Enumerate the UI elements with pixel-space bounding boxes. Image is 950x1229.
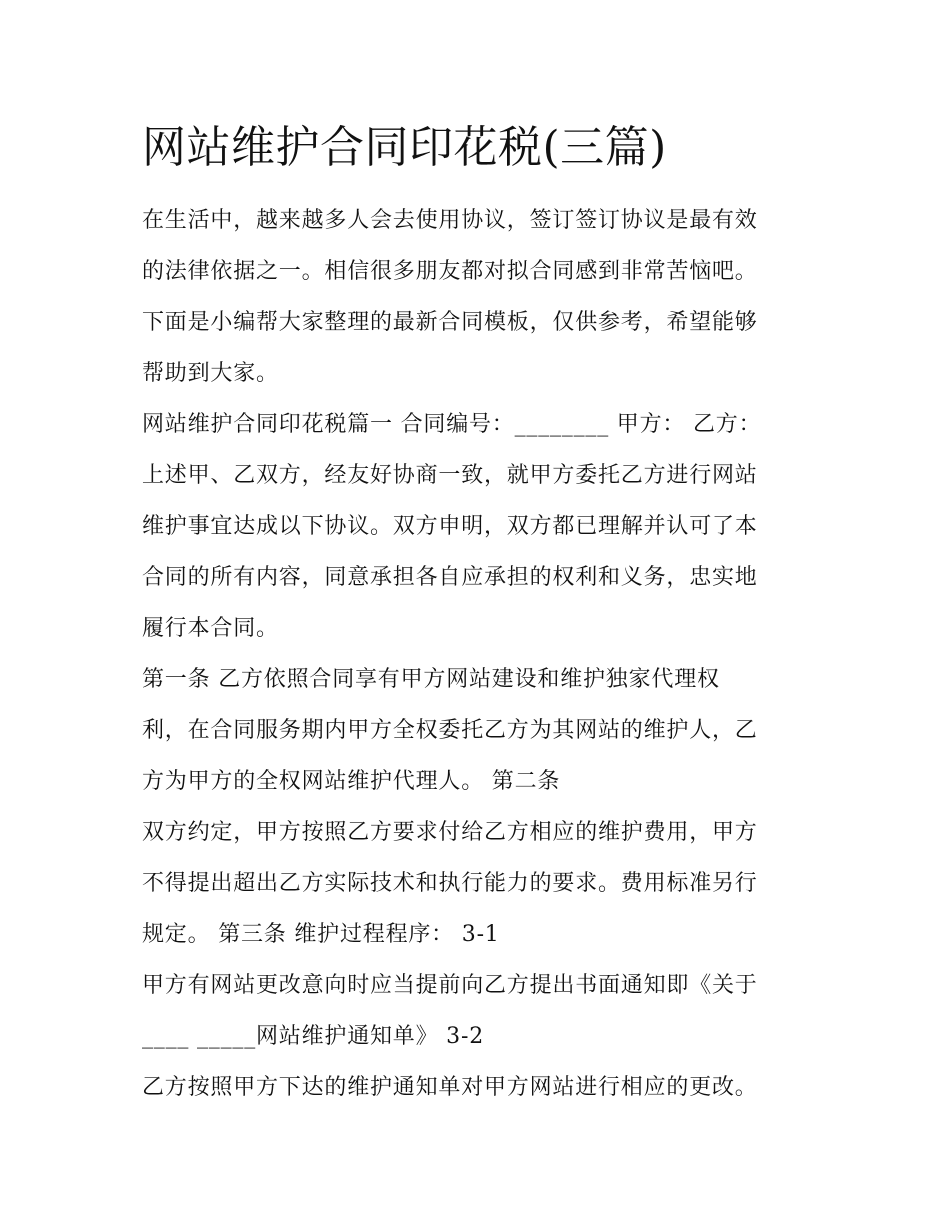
- body-line-7: 维护事宜达成以下协议。双方申明，双方都已理解并认可了本: [142, 514, 758, 539]
- body-line-9: 履行本合同。: [142, 616, 279, 641]
- body-line-3: 下面是小编帮大家整理的最新合同模板，仅供参考，希望能够: [142, 310, 758, 335]
- body-line-12: 方为甲方的全权网站维护代理人。 第二条: [142, 769, 561, 794]
- body-line-5: 网站维护合同印花税篇一 合同编号：________ 甲方： 乙方：: [142, 412, 762, 437]
- body-line-13: 双方约定，甲方按照乙方要求付给乙方相应的维护费用，甲方: [142, 820, 758, 845]
- body-line-8: 合同的所有内容，同意承担各自应承担的权利和义务，忠实地: [142, 565, 758, 590]
- body-line-16: 甲方有网站更改意向时应当提前向乙方提出书面通知即《关于: [142, 973, 758, 998]
- body-line-6: 上述甲、乙双方，经友好协商一致，就甲方委托乙方进行网站: [142, 463, 758, 488]
- body-line-17: ____ _____网站维护通知单》 3-2: [142, 1024, 485, 1049]
- body-line-2: 的法律依据之一。相信很多朋友都对拟合同感到非常苦恼吧。: [142, 259, 758, 284]
- body-line-4: 帮助到大家。: [142, 361, 279, 386]
- body-line-10: 第一条 乙方依照合同享有甲方网站建设和维护独家代理权: [142, 667, 720, 692]
- body-line-1: 在生活中，越来越多人会去使用协议，签订签订协议是最有效: [142, 208, 758, 233]
- body-line-14: 不得提出超出乙方实际技术和执行能力的要求。费用标准另行: [142, 871, 758, 896]
- body-line-18: 乙方按照甲方下达的维护通知单对甲方网站进行相应的更改。: [142, 1075, 758, 1100]
- body-line-11: 利，在合同服务期内甲方全权委托乙方为其网站的维护人，乙: [142, 718, 758, 743]
- document-title: 网站维护合同印花税(三篇): [142, 122, 667, 173]
- body-line-15: 规定。 第三条 维护过程程序： 3-1: [142, 922, 500, 947]
